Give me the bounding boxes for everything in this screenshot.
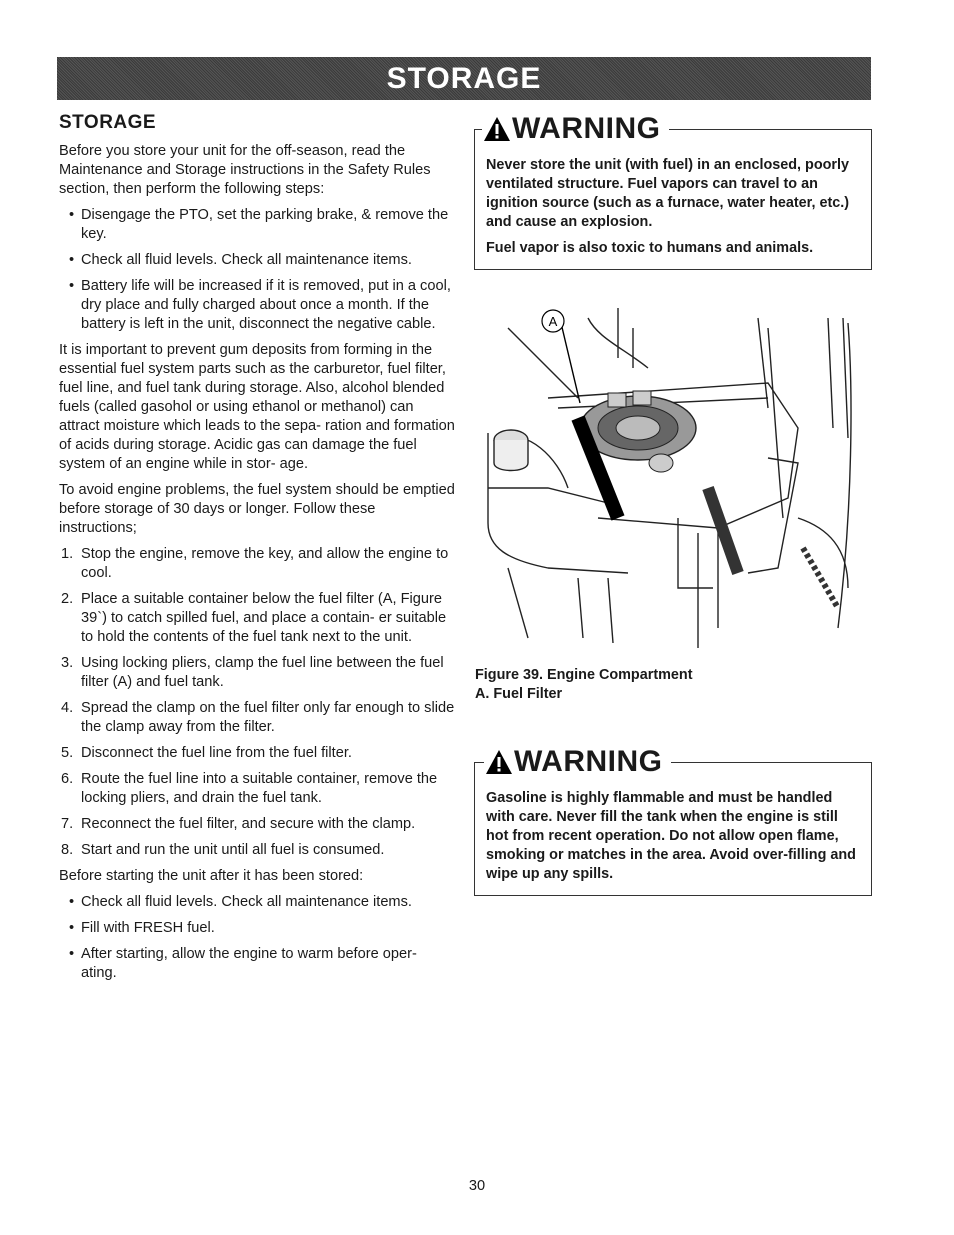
list-item: • Check all fluid levels. Check all maintenance items.: [59, 251, 455, 270]
warning-triangle-icon: [484, 748, 514, 776]
list-item: 2. Place a suitable container below the fuel filter (A, Figure 39`) to catch spilled fuel, and place a contain- er suitable to hold the contents of the fuel tank next to the unit.: [61, 591, 447, 645]
list-item: 3. Using locking pliers, clamp the fuel line between the fuel filter (A) and fuel tank.: [61, 655, 444, 690]
intro-paragraph: Before you store your unit for the off-season, read the Maintenance and Storage instructions in the Safety Rules section, then perform the following steps:: [59, 143, 431, 197]
list-item: • Disengage the PTO, set the parking brake, & remove the key.: [59, 206, 455, 244]
storage-column: [59, 112, 455, 990]
banner-title: STORAGE: [386, 61, 542, 95]
callout-a-label: A: [548, 314, 558, 329]
prep-bullet-list: [59, 206, 455, 334]
section-banner: [57, 57, 871, 100]
figure-legend-item: A. Fuel Filter: [475, 686, 563, 702]
warning-box-gasoline: [474, 745, 872, 896]
list-item: • Fill with FRESH fuel.: [59, 919, 455, 938]
list-item: • Battery life will be increased if it is removed, put in a cool, dry place and fully charged about once a month. If the battery is left in the unit, disconnect the negative cable.: [59, 277, 455, 334]
list-item: 6. Route the fuel line into a suitable container, remove the locking pliers, and drain the fuel tank.: [61, 771, 438, 806]
list-item: 8. Start and run the unit until all fuel is consumed.: [61, 842, 385, 858]
page-number: 30: [468, 1178, 486, 1194]
gum-deposits-paragraph: It is important to prevent gum deposits from forming in the essential fuel system parts such as the carburetor, fuel filter, fuel line, and fuel tank during storage. Also, alcohol blended fuels (called gasohol or using ethanol or methanol) can attract moisture which leads to the sepa- ration and formation of acids during storage. Acidic gas can damage the fuel system of an engine while in stor- age.: [59, 342, 455, 472]
warning-text: Never store the unit (with fuel) in an enclosed, poorly ventilated structure. Fuel vapors can travel to an ignition source (such as a furnace, water heater, etc.) and cause an explosion.: [486, 157, 850, 230]
warning-title: WARNING: [512, 112, 661, 145]
fuel-system-paragraph: To avoid engine problems, the fuel system should be emptied before storage of 30 days or longer. Follow these instructions;: [59, 482, 455, 536]
warning-triangle-icon: [482, 115, 512, 143]
drain-steps-list: [59, 545, 455, 860]
list-item: 1. Stop the engine, remove the key, and allow the engine to cool.: [61, 546, 449, 581]
before-starting-paragraph: Before starting the unit after it has been stored:: [59, 868, 364, 884]
list-item: • Check all fluid levels. Check all maintenance items.: [59, 893, 455, 912]
warning-title: WARNING: [514, 745, 663, 778]
figure-title: Figure 39. Engine Compartment: [475, 667, 693, 683]
list-item: • After starting, allow the engine to warm before oper- ating.: [59, 945, 455, 983]
engine-compartment-figure: [468, 288, 868, 663]
list-item: 7. Reconnect the fuel filter, and secure with the clamp.: [61, 816, 416, 832]
storage-heading: STORAGE: [59, 112, 157, 133]
list-item: 5. Disconnect the fuel line from the fuel filter.: [61, 745, 352, 761]
after-storage-bullet-list: [59, 893, 455, 983]
figure-caption: [475, 666, 693, 704]
warning-text: Fuel vapor is also toxic to humans and animals.: [486, 240, 814, 256]
list-item: 4. Spread the clamp on the fuel filter only far enough to slide the clamp away from the filter.: [61, 700, 455, 735]
warning-box-fuel-vapor: [474, 112, 872, 270]
warning-text: Gasoline is highly flammable and must be handled with care. Never fill the tank when the engine is still hot from recent operation. Do not allow open flame, smoking or matches in the area. Avoid over-filling and wipe up any spills.: [486, 790, 856, 882]
